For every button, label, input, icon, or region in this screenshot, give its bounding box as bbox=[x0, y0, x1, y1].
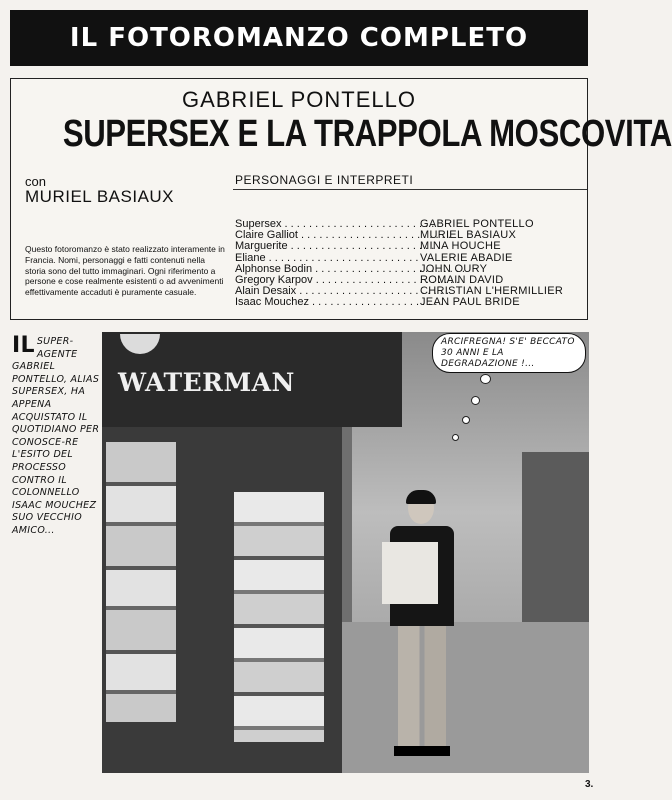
banner-title: IL FOTOROMANZO COMPLETO bbox=[69, 23, 529, 53]
magazine-display bbox=[106, 442, 176, 722]
disclaimer-text: Questo fotoromanzo è stato realizzato interamente in Francia. Nomi, personaggi e fatti contenuti nella storia sono del tutto immaginari. Ogni riferimento a persone e cose realmente esistenti o ad avvenimenti effettivamente accaduti è puramente casuale. bbox=[25, 244, 225, 298]
narration-caption bbox=[12, 333, 102, 538]
actor-name: MINA HOUCHE bbox=[420, 240, 501, 253]
header-banner bbox=[10, 10, 588, 66]
magazine-rack bbox=[234, 492, 324, 742]
awning-logo-icon bbox=[120, 334, 160, 354]
thought-dot bbox=[462, 416, 470, 424]
photo-panel bbox=[102, 332, 589, 773]
character-name: Claire Galliot . . . bbox=[235, 230, 420, 241]
street-pavement bbox=[342, 622, 589, 773]
story-title: SUPERSEX E LA TRAPPOLA MOSCOVITA bbox=[62, 113, 672, 155]
author-name: GABRIEL PONTELLO bbox=[181, 87, 417, 112]
actor-name: JOHN OURY bbox=[420, 262, 488, 275]
character-name: Alain Desaix . . . bbox=[235, 286, 420, 297]
man-shoes bbox=[394, 746, 450, 756]
thought-dot bbox=[480, 374, 491, 384]
actor-name: VALERIE ABADIE bbox=[420, 251, 513, 264]
thought-dot bbox=[471, 396, 480, 405]
credits-box bbox=[10, 78, 672, 320]
actor-name: CHRISTIAN L'HERMILLIER bbox=[420, 285, 564, 298]
caption-text: SUPER-AGENTE GABRIEL PONTELLO, ALIAS SUPERSEX, HA APPENA ACQUISTATO IL QUOTIDIANO PER CONOSCE-RE L'ESITO DEL PROCESSO CONTRO IL COLONNELLO ISAAC MOUCHEZ SUO VECCHIO AMICO... bbox=[12, 336, 100, 536]
street-buildings bbox=[522, 452, 589, 632]
character-name: Gregory Karpov . . . bbox=[235, 275, 420, 286]
kiosk-awning bbox=[102, 332, 402, 427]
thought-dot bbox=[452, 434, 459, 441]
with-label: con bbox=[25, 174, 46, 189]
awning-sign: WATERMAN bbox=[118, 368, 295, 397]
character-name: Marguerite . . . bbox=[235, 241, 420, 252]
actor-name: JEAN PAUL BRIDE bbox=[420, 296, 520, 309]
cast-row bbox=[235, 241, 580, 252]
cast-divider bbox=[233, 189, 587, 190]
character-name: Isaac Mouchez . . . bbox=[235, 297, 420, 308]
cast-list bbox=[235, 219, 580, 309]
character-name: Supersex . . . bbox=[235, 219, 420, 230]
cast-row bbox=[235, 297, 580, 308]
man-trousers bbox=[398, 626, 446, 748]
man-reading-newspaper bbox=[390, 492, 454, 762]
starring-name: MURIEL BASIAUX bbox=[25, 187, 175, 206]
cast-header: PERSONAGGI E INTERPRETI bbox=[235, 173, 414, 187]
man-hair bbox=[406, 490, 436, 504]
speech-balloon bbox=[432, 333, 586, 373]
actor-name: GABRIEL PONTELLO bbox=[420, 218, 534, 230]
actor-name: MURIEL BASIAUX bbox=[420, 229, 517, 242]
character-name: Eliane . . . bbox=[235, 253, 420, 264]
actor-name: ROMAIN DAVID bbox=[420, 273, 504, 286]
balloon-text: ARCIFREGNA! S'E' BECCATO 30 ANNI E LA DEGRADAZIONE !... bbox=[441, 337, 575, 369]
caption-initial: IL bbox=[12, 333, 35, 358]
page-number: 3. bbox=[585, 779, 594, 790]
character-name: Alphonse Bodin . . . bbox=[235, 264, 420, 275]
newspaper bbox=[382, 542, 438, 604]
